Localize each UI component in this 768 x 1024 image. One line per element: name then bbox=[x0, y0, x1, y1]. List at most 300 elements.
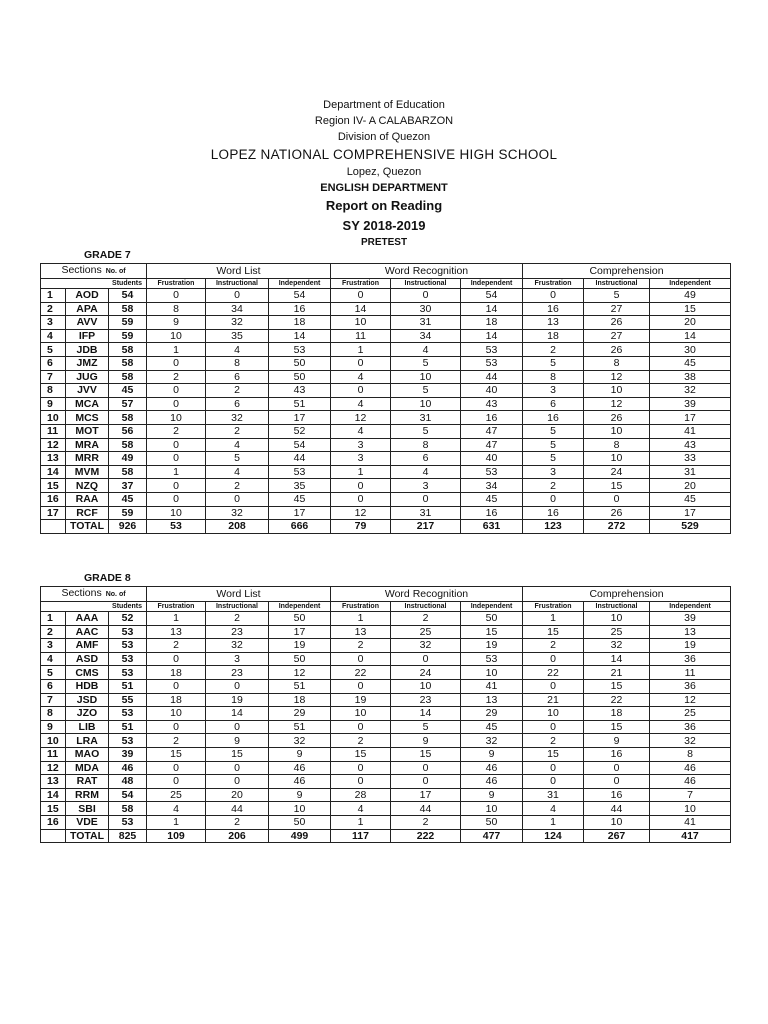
table-row bbox=[41, 329, 731, 343]
student-count: 37 bbox=[109, 479, 147, 493]
comp-independent: 11 bbox=[650, 666, 731, 680]
comp-frustration: 6 bbox=[523, 397, 584, 411]
wl-frustration: 10 bbox=[147, 506, 206, 520]
wl-frustration: 0 bbox=[147, 452, 206, 466]
wr-instructional: 14 bbox=[391, 707, 461, 721]
wr-instructional: 6 bbox=[391, 452, 461, 466]
comp-independent: 39 bbox=[650, 612, 731, 626]
word-list-header: Word List bbox=[147, 264, 331, 279]
comp-instructional: 44 bbox=[584, 802, 650, 816]
table-row bbox=[41, 639, 731, 653]
wr-frustration: 0 bbox=[331, 679, 391, 693]
student-count: 46 bbox=[109, 761, 147, 775]
student-count: 58 bbox=[109, 465, 147, 479]
total-value: 208 bbox=[206, 520, 269, 534]
wl-independent: 17 bbox=[269, 506, 331, 520]
row-number: 13 bbox=[41, 452, 66, 466]
row-number: 7 bbox=[41, 693, 66, 707]
wl-frustration: 10 bbox=[147, 411, 206, 425]
wr-independent: 9 bbox=[461, 747, 523, 761]
wr-instructional: 5 bbox=[391, 720, 461, 734]
table-row bbox=[41, 438, 731, 452]
wl-independent: 9 bbox=[269, 788, 331, 802]
wl-independent: 10 bbox=[269, 802, 331, 816]
table-row bbox=[41, 625, 731, 639]
comp-independent: 45 bbox=[650, 492, 731, 506]
wr-independent: 29 bbox=[461, 707, 523, 721]
row-number: 11 bbox=[41, 424, 66, 438]
wr-frustration: 0 bbox=[331, 652, 391, 666]
comp-independent: 49 bbox=[650, 289, 731, 303]
table-row bbox=[41, 506, 731, 520]
comp-instructional: 15 bbox=[584, 720, 650, 734]
wr-frustration: 28 bbox=[331, 788, 391, 802]
comp-frustration: 2 bbox=[523, 479, 584, 493]
student-count: 58 bbox=[109, 411, 147, 425]
independent-header: Independent bbox=[650, 602, 731, 612]
comp-instructional: 26 bbox=[584, 411, 650, 425]
header-row bbox=[41, 587, 731, 602]
school-location: Lopez, Quezon bbox=[346, 165, 422, 178]
section-code: AAC bbox=[66, 625, 109, 639]
wl-instructional: 8 bbox=[206, 356, 269, 370]
wr-instructional: 2 bbox=[391, 612, 461, 626]
comp-independent: 36 bbox=[650, 679, 731, 693]
row-number: 15 bbox=[41, 479, 66, 493]
wl-instructional: 35 bbox=[206, 329, 269, 343]
wl-frustration: 10 bbox=[147, 329, 206, 343]
table-row bbox=[41, 679, 731, 693]
wl-frustration: 0 bbox=[147, 438, 206, 452]
table-row bbox=[41, 465, 731, 479]
row-number: 6 bbox=[41, 679, 66, 693]
subheader-row bbox=[41, 279, 731, 289]
subheader-row bbox=[41, 602, 731, 612]
row-number: 9 bbox=[41, 397, 66, 411]
wl-independent: 53 bbox=[269, 465, 331, 479]
wl-frustration: 18 bbox=[147, 693, 206, 707]
row-number: 10 bbox=[41, 734, 66, 748]
comp-independent: 45 bbox=[650, 356, 731, 370]
wl-independent: 19 bbox=[269, 639, 331, 653]
instructional-header: Instructional bbox=[391, 602, 461, 612]
table-row bbox=[41, 316, 731, 330]
table-row bbox=[41, 343, 731, 357]
wl-frustration: 25 bbox=[147, 788, 206, 802]
wl-frustration: 18 bbox=[147, 666, 206, 680]
wl-instructional: 23 bbox=[206, 625, 269, 639]
row-number: 13 bbox=[41, 775, 66, 789]
wr-independent: 53 bbox=[461, 343, 523, 357]
wr-independent: 47 bbox=[461, 438, 523, 452]
row-number: 12 bbox=[41, 438, 66, 452]
table-row bbox=[41, 411, 731, 425]
section-code: MAO bbox=[66, 747, 109, 761]
comp-independent: 10 bbox=[650, 802, 731, 816]
wr-instructional: 10 bbox=[391, 370, 461, 384]
student-count: 53 bbox=[109, 625, 147, 639]
wl-independent: 54 bbox=[269, 438, 331, 452]
comp-independent: 20 bbox=[650, 479, 731, 493]
section-code: JMZ bbox=[66, 356, 109, 370]
student-count: 59 bbox=[109, 506, 147, 520]
wl-instructional: 32 bbox=[206, 506, 269, 520]
wl-independent: 46 bbox=[269, 761, 331, 775]
wr-frustration: 2 bbox=[331, 734, 391, 748]
row-number: 14 bbox=[41, 465, 66, 479]
student-count: 53 bbox=[109, 639, 147, 653]
comp-instructional: 0 bbox=[584, 775, 650, 789]
comp-instructional: 10 bbox=[584, 384, 650, 398]
total-blank bbox=[41, 829, 66, 843]
student-count: 53 bbox=[109, 707, 147, 721]
comp-frustration: 0 bbox=[523, 492, 584, 506]
section-code: NZQ bbox=[66, 479, 109, 493]
wl-independent: 14 bbox=[269, 329, 331, 343]
comp-independent: 46 bbox=[650, 761, 731, 775]
row-number: 1 bbox=[41, 612, 66, 626]
wl-frustration: 2 bbox=[147, 639, 206, 653]
comp-instructional: 15 bbox=[584, 679, 650, 693]
table-row bbox=[41, 397, 731, 411]
table-row bbox=[41, 652, 731, 666]
row-number: 4 bbox=[41, 329, 66, 343]
comp-frustration: 0 bbox=[523, 761, 584, 775]
wl-independent: 51 bbox=[269, 679, 331, 693]
wr-instructional: 4 bbox=[391, 465, 461, 479]
comp-independent: 36 bbox=[650, 652, 731, 666]
wl-independent: 50 bbox=[269, 815, 331, 829]
comp-independent: 17 bbox=[650, 411, 731, 425]
student-count: 58 bbox=[109, 438, 147, 452]
row-number: 4 bbox=[41, 652, 66, 666]
comp-instructional: 8 bbox=[584, 356, 650, 370]
total-value: 222 bbox=[391, 829, 461, 843]
row-number: 17 bbox=[41, 506, 66, 520]
school-name: LOPEZ NATIONAL COMPREHENSIVE HIGH SCHOOL bbox=[210, 147, 558, 162]
wr-independent: 18 bbox=[461, 316, 523, 330]
wr-independent: 53 bbox=[461, 356, 523, 370]
wr-independent: 45 bbox=[461, 492, 523, 506]
student-count: 59 bbox=[109, 329, 147, 343]
comp-instructional: 8 bbox=[584, 438, 650, 452]
wr-independent: 47 bbox=[461, 424, 523, 438]
section-code: VDE bbox=[66, 815, 109, 829]
wr-independent: 46 bbox=[461, 761, 523, 775]
table-row bbox=[41, 815, 731, 829]
wl-independent: 51 bbox=[269, 720, 331, 734]
comp-frustration: 4 bbox=[523, 802, 584, 816]
wl-independent: 51 bbox=[269, 397, 331, 411]
wl-frustration: 0 bbox=[147, 492, 206, 506]
table-row bbox=[41, 302, 731, 316]
total-value: 123 bbox=[523, 520, 584, 534]
wl-independent: 16 bbox=[269, 302, 331, 316]
wl-frustration: 0 bbox=[147, 384, 206, 398]
wr-independent: 19 bbox=[461, 639, 523, 653]
comp-frustration: 16 bbox=[523, 506, 584, 520]
table-row bbox=[41, 707, 731, 721]
table-row bbox=[41, 788, 731, 802]
wr-independent: 53 bbox=[461, 465, 523, 479]
wr-instructional: 9 bbox=[391, 734, 461, 748]
comp-instructional: 24 bbox=[584, 465, 650, 479]
row-number: 7 bbox=[41, 370, 66, 384]
total-value: 926 bbox=[109, 520, 147, 534]
table-row bbox=[41, 370, 731, 384]
wr-frustration: 0 bbox=[331, 761, 391, 775]
wr-frustration: 12 bbox=[331, 506, 391, 520]
wl-instructional: 2 bbox=[206, 479, 269, 493]
wl-independent: 50 bbox=[269, 370, 331, 384]
student-count: 49 bbox=[109, 452, 147, 466]
comp-frustration: 0 bbox=[523, 652, 584, 666]
wl-frustration: 0 bbox=[147, 720, 206, 734]
student-count: 48 bbox=[109, 775, 147, 789]
word-recognition-header: Word Recognition bbox=[331, 587, 523, 602]
comp-instructional: 26 bbox=[584, 506, 650, 520]
wl-frustration: 0 bbox=[147, 761, 206, 775]
wr-instructional: 32 bbox=[391, 639, 461, 653]
wl-instructional: 2 bbox=[206, 612, 269, 626]
student-count: 53 bbox=[109, 666, 147, 680]
wl-independent: 52 bbox=[269, 424, 331, 438]
wl-instructional: 4 bbox=[206, 438, 269, 452]
wl-instructional: 6 bbox=[206, 397, 269, 411]
table-row bbox=[41, 693, 731, 707]
row-number: 8 bbox=[41, 384, 66, 398]
wr-frustration: 3 bbox=[331, 452, 391, 466]
wl-frustration: 1 bbox=[147, 815, 206, 829]
wr-independent: 46 bbox=[461, 775, 523, 789]
independent-header: Independent bbox=[461, 602, 523, 612]
wr-instructional: 23 bbox=[391, 693, 461, 707]
student-count: 58 bbox=[109, 802, 147, 816]
comp-frustration: 15 bbox=[523, 747, 584, 761]
wl-independent: 43 bbox=[269, 384, 331, 398]
school-year: SY 2018-2019 bbox=[342, 217, 426, 233]
comp-independent: 38 bbox=[650, 370, 731, 384]
comp-independent: 32 bbox=[650, 734, 731, 748]
wl-instructional: 14 bbox=[206, 707, 269, 721]
total-label: TOTAL bbox=[66, 829, 109, 843]
wl-frustration: 0 bbox=[147, 652, 206, 666]
student-count: 39 bbox=[109, 747, 147, 761]
section-code: JSD bbox=[66, 693, 109, 707]
wr-frustration: 4 bbox=[331, 802, 391, 816]
grade8-table bbox=[40, 586, 731, 843]
total-value: 417 bbox=[650, 829, 731, 843]
no-of-label: No. of bbox=[105, 591, 126, 598]
comp-independent: 41 bbox=[650, 815, 731, 829]
student-count: 54 bbox=[109, 289, 147, 303]
table-row bbox=[41, 479, 731, 493]
comp-frustration: 0 bbox=[523, 720, 584, 734]
section-code: RAT bbox=[66, 775, 109, 789]
comp-frustration: 2 bbox=[523, 734, 584, 748]
row-number: 5 bbox=[41, 666, 66, 680]
wl-frustration: 9 bbox=[147, 316, 206, 330]
row-number: 2 bbox=[41, 625, 66, 639]
section-code: RCF bbox=[66, 506, 109, 520]
comp-instructional: 21 bbox=[584, 666, 650, 680]
section-code: SBI bbox=[66, 802, 109, 816]
total-value: 499 bbox=[269, 829, 331, 843]
wr-frustration: 11 bbox=[331, 329, 391, 343]
wr-instructional: 24 bbox=[391, 666, 461, 680]
wr-instructional: 15 bbox=[391, 747, 461, 761]
frustration-header: Frustration bbox=[147, 602, 206, 612]
section-code: ASD bbox=[66, 652, 109, 666]
wr-frustration: 15 bbox=[331, 747, 391, 761]
student-count: 58 bbox=[109, 343, 147, 357]
wr-instructional: 5 bbox=[391, 356, 461, 370]
comp-instructional: 14 bbox=[584, 652, 650, 666]
header-row bbox=[41, 264, 731, 279]
comp-independent: 41 bbox=[650, 424, 731, 438]
wl-instructional: 0 bbox=[206, 775, 269, 789]
student-count: 55 bbox=[109, 693, 147, 707]
frustration-header: Frustration bbox=[331, 279, 391, 289]
wr-frustration: 12 bbox=[331, 411, 391, 425]
table-row bbox=[41, 612, 731, 626]
row-number: 11 bbox=[41, 747, 66, 761]
wr-instructional: 44 bbox=[391, 802, 461, 816]
comp-independent: 30 bbox=[650, 343, 731, 357]
wr-independent: 43 bbox=[461, 397, 523, 411]
wl-independent: 17 bbox=[269, 411, 331, 425]
wl-instructional: 0 bbox=[206, 761, 269, 775]
comp-instructional: 10 bbox=[584, 612, 650, 626]
sections-header bbox=[41, 264, 147, 279]
wr-frustration: 1 bbox=[331, 612, 391, 626]
wr-independent: 45 bbox=[461, 720, 523, 734]
comp-frustration: 5 bbox=[523, 452, 584, 466]
wr-frustration: 0 bbox=[331, 356, 391, 370]
wr-frustration: 0 bbox=[331, 492, 391, 506]
student-count: 59 bbox=[109, 316, 147, 330]
student-count: 52 bbox=[109, 612, 147, 626]
wl-instructional: 3 bbox=[206, 652, 269, 666]
wr-instructional: 0 bbox=[391, 761, 461, 775]
comp-instructional: 22 bbox=[584, 693, 650, 707]
total-value: 529 bbox=[650, 520, 731, 534]
comprehension-header: Comprehension bbox=[523, 264, 731, 279]
comp-independent: 17 bbox=[650, 506, 731, 520]
wr-independent: 54 bbox=[461, 289, 523, 303]
wl-independent: 32 bbox=[269, 734, 331, 748]
comp-frustration: 13 bbox=[523, 316, 584, 330]
section-code: MCA bbox=[66, 397, 109, 411]
section-code: LRA bbox=[66, 734, 109, 748]
wr-frustration: 4 bbox=[331, 370, 391, 384]
comp-independent: 8 bbox=[650, 747, 731, 761]
section-code: MDA bbox=[66, 761, 109, 775]
total-row bbox=[41, 520, 731, 534]
comp-frustration: 18 bbox=[523, 329, 584, 343]
wr-independent: 40 bbox=[461, 384, 523, 398]
wr-frustration: 0 bbox=[331, 479, 391, 493]
row-number: 15 bbox=[41, 802, 66, 816]
section-code: RRM bbox=[66, 788, 109, 802]
wr-frustration: 22 bbox=[331, 666, 391, 680]
student-count: 56 bbox=[109, 424, 147, 438]
student-count: 58 bbox=[109, 302, 147, 316]
department-name: ENGLISH DEPARTMENT bbox=[320, 181, 448, 194]
wl-frustration: 2 bbox=[147, 424, 206, 438]
wl-frustration: 0 bbox=[147, 289, 206, 303]
students-header: Students bbox=[41, 279, 147, 289]
comp-independent: 31 bbox=[650, 465, 731, 479]
wl-independent: 46 bbox=[269, 775, 331, 789]
wr-frustration: 4 bbox=[331, 424, 391, 438]
wl-independent: 45 bbox=[269, 492, 331, 506]
independent-header: Independent bbox=[650, 279, 731, 289]
row-number: 5 bbox=[41, 343, 66, 357]
comp-frustration: 3 bbox=[523, 465, 584, 479]
comp-independent: 25 bbox=[650, 707, 731, 721]
wr-independent: 40 bbox=[461, 452, 523, 466]
wr-frustration: 1 bbox=[331, 343, 391, 357]
instructional-header: Instructional bbox=[391, 279, 461, 289]
total-value: 109 bbox=[147, 829, 206, 843]
wr-instructional: 31 bbox=[391, 316, 461, 330]
wl-independent: 50 bbox=[269, 356, 331, 370]
wl-independent: 35 bbox=[269, 479, 331, 493]
wl-instructional: 32 bbox=[206, 316, 269, 330]
wl-instructional: 32 bbox=[206, 639, 269, 653]
division-name: Division of Quezon bbox=[337, 131, 431, 143]
word-list-header: Word List bbox=[147, 587, 331, 602]
grade8-label: GRADE 8 bbox=[84, 572, 131, 584]
wl-instructional: 2 bbox=[206, 424, 269, 438]
wr-instructional: 3 bbox=[391, 479, 461, 493]
wr-frustration: 13 bbox=[331, 625, 391, 639]
wl-instructional: 0 bbox=[206, 289, 269, 303]
wl-frustration: 0 bbox=[147, 679, 206, 693]
section-code: AAA bbox=[66, 612, 109, 626]
wl-independent: 50 bbox=[269, 652, 331, 666]
comp-independent: 20 bbox=[650, 316, 731, 330]
student-count: 54 bbox=[109, 788, 147, 802]
wr-independent: 53 bbox=[461, 652, 523, 666]
instructional-header: Instructional bbox=[584, 602, 650, 612]
wl-instructional: 4 bbox=[206, 465, 269, 479]
wr-instructional: 8 bbox=[391, 438, 461, 452]
comp-frustration: 10 bbox=[523, 707, 584, 721]
sections-label: Sections bbox=[61, 264, 102, 276]
test-type: PRETEST bbox=[360, 236, 408, 248]
table-row bbox=[41, 384, 731, 398]
instructional-header: Instructional bbox=[584, 279, 650, 289]
wl-independent: 18 bbox=[269, 316, 331, 330]
wr-instructional: 17 bbox=[391, 788, 461, 802]
section-code: MOT bbox=[66, 424, 109, 438]
wl-frustration: 2 bbox=[147, 370, 206, 384]
comp-frustration: 2 bbox=[523, 343, 584, 357]
wr-independent: 15 bbox=[461, 625, 523, 639]
wl-frustration: 0 bbox=[147, 356, 206, 370]
wl-instructional: 19 bbox=[206, 693, 269, 707]
student-count: 53 bbox=[109, 652, 147, 666]
wr-independent: 13 bbox=[461, 693, 523, 707]
wl-frustration: 1 bbox=[147, 612, 206, 626]
comp-independent: 15 bbox=[650, 302, 731, 316]
section-code: CMS bbox=[66, 666, 109, 680]
comp-frustration: 5 bbox=[523, 438, 584, 452]
comp-instructional: 9 bbox=[584, 734, 650, 748]
independent-header: Independent bbox=[269, 602, 331, 612]
